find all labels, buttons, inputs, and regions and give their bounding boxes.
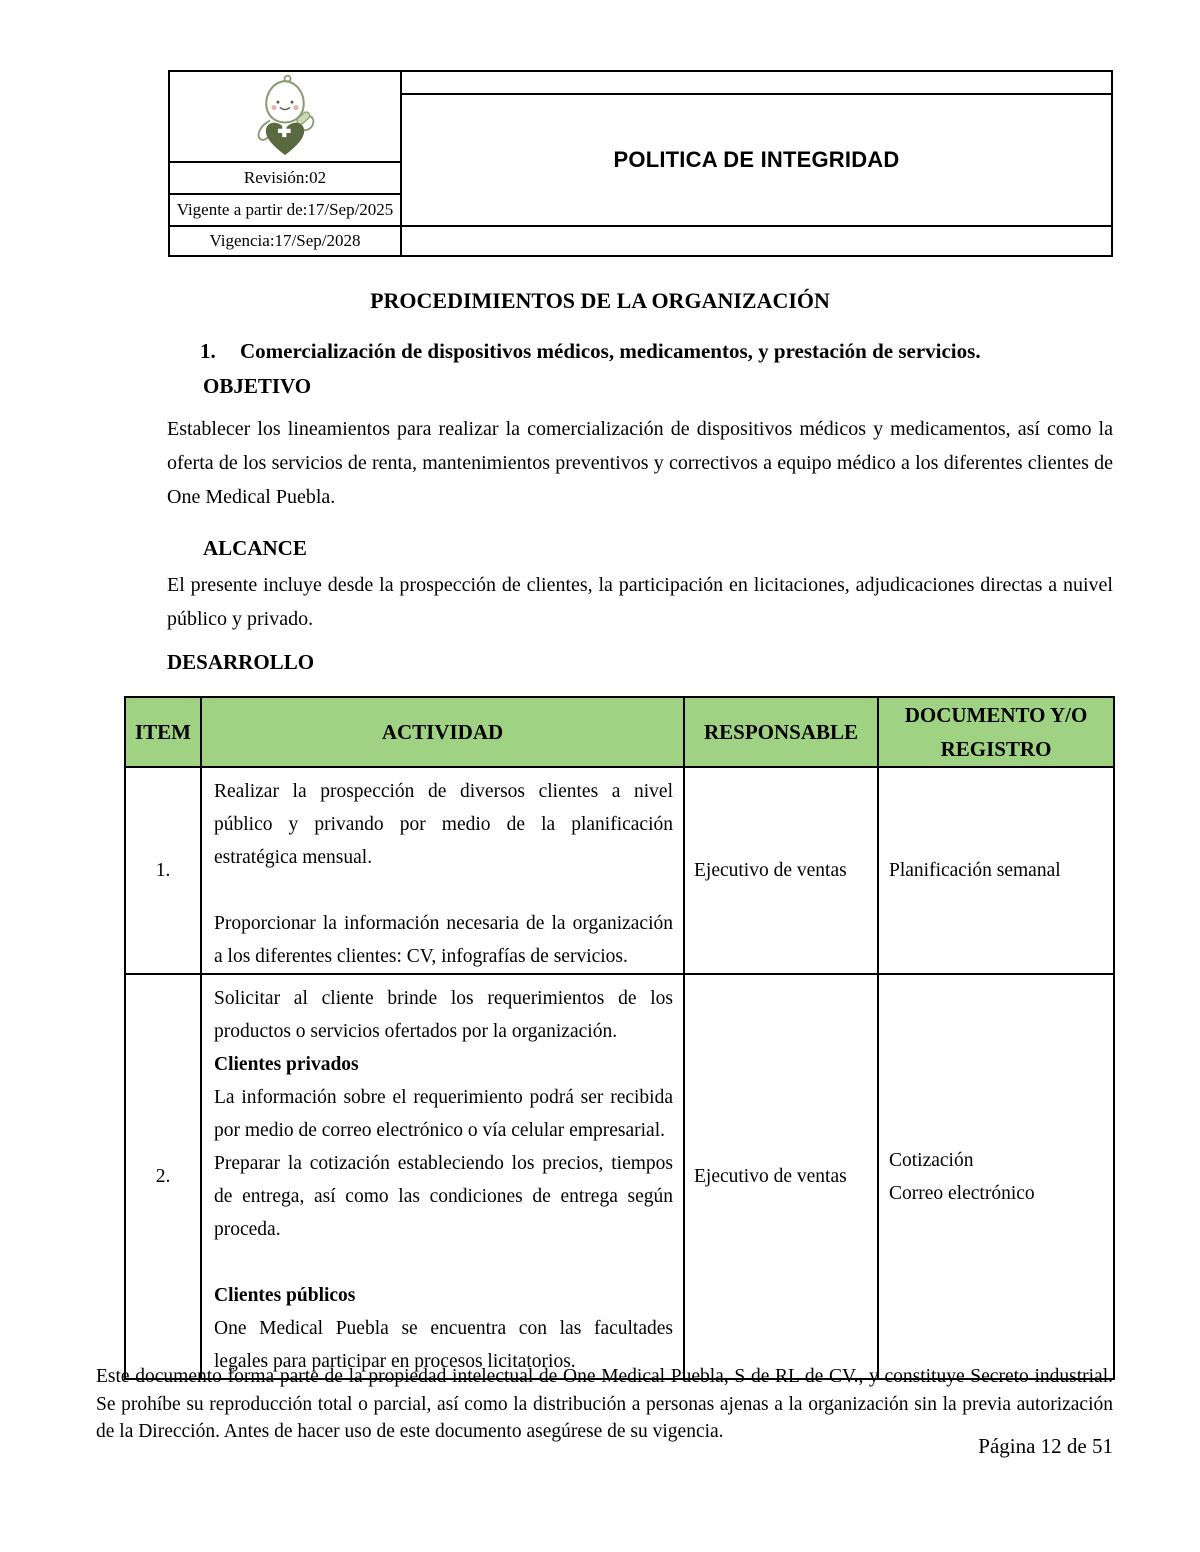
activity-paragraph: Solicitar al cliente brinde los requerimientos de los productos o servicios ofertados por la organización. (214, 988, 673, 1042)
activity-paragraph: One Medical Puebla se encuentra con las facultades legales para participar en procesos licitatorios. (214, 1318, 673, 1372)
objetivo-paragraph: Establecer los lineamientos para realizar la comercialización de dispositivos médicos y medicamentos, así como la oferta de los servicios de renta, mantenimientos preventivos y correctivos a equipo médico a los diferentes clientes de One Medical Puebla. (167, 418, 1113, 508)
documento-line: Cotización (889, 1149, 974, 1171)
col-header-responsable: RESPONSABLE (684, 697, 878, 767)
alcance-paragraph: El presente incluye desde la prospección de clientes, la participación en licitaciones, adjudicaciones directas a nuivel público y privado. (167, 574, 1113, 630)
list-item-text: Comercialización de dispositivos médicos, medicamentos, y prestación de servicios. (240, 339, 981, 363)
activity-subheading: Clientes privados (214, 1054, 359, 1075)
activity-cell (201, 767, 684, 974)
col-header-item: ITEM (125, 697, 201, 767)
activity-cell (201, 974, 684, 1379)
vigente-label: Vigente a partir de:17/Sep/2025 (170, 195, 400, 227)
numbered-item (200, 339, 981, 364)
page-number: Página 12 de 51 (978, 1434, 1113, 1458)
header-right-column (402, 72, 1111, 255)
activity-paragraph: Preparar la cotización estableciendo los precios, tiempos de entrega, así como las condiciones de entrega según proceda. (214, 1153, 673, 1240)
confidentiality-notice: Este documento forma parte de la propiedad intelectual de One Medical Puebla, S de RL de CV., y constituye Secreto industrial. Se prohíbe su reproducción total o parcial, así como la distribución a personas ajenas a la organización sin la previa autorización de la Dirección. Antes de hacer uso de este documento asegúrese de su vigencia. (96, 1366, 1113, 1442)
responsable-cell: Ejecutivo de ventas (684, 767, 878, 974)
revision-label: Revisión:02 (170, 163, 400, 195)
documento-cell (878, 767, 1114, 974)
one-medical-baby-heart-logo (243, 74, 327, 160)
col-header-actividad: ACTIVIDAD (201, 697, 684, 767)
table-header-row (125, 697, 1114, 767)
document-header-table (168, 70, 1113, 257)
activity-subheading: Clientes públicos (214, 1285, 356, 1306)
document-title: POLITICA DE INTEGRIDAD (402, 95, 1111, 227)
documento-cell (878, 974, 1114, 1379)
col-header-documento: DOCUMENTO Y/O REGISTRO (878, 697, 1114, 767)
activity-paragraph: Realizar la prospección de diversos clientes a nivel público y privando por medio de la planificación estratégica mensual. (214, 781, 673, 868)
desarrollo-heading: DESARROLLO (167, 650, 315, 674)
list-number: 1. (200, 339, 216, 363)
header-empty-bottom-cell (402, 227, 1111, 255)
documento-line: Correo electrónico (889, 1182, 1035, 1204)
documento-line: Planificación semanal (889, 860, 1061, 881)
procedures-table (124, 696, 1115, 1380)
table-row (125, 974, 1114, 1379)
objetivo-heading: OBJETIVO (203, 374, 312, 398)
table-row (125, 767, 1114, 974)
responsable-cell: Ejecutivo de ventas (684, 974, 878, 1379)
activity-paragraph: Proporcionar la información necesaria de la organización a los diferentes clientes: CV, infografías de servicios. (214, 913, 673, 967)
item-number-cell: 2. (125, 974, 201, 1379)
page-title: PROCEDIMIENTOS DE LA ORGANIZACIÓN (370, 288, 830, 313)
activity-paragraph: La información sobre el requerimiento podrá ser recibida por medio de correo electrónico o vía celular empresarial. (214, 1087, 673, 1141)
header-left-column (170, 72, 402, 255)
item-number-cell: 1. (125, 767, 201, 974)
alcance-heading: ALCANCE (203, 536, 307, 560)
header-empty-top-cell (402, 72, 1111, 95)
vigencia-label: Vigencia:17/Sep/2028 (209, 231, 361, 250)
logo-cell (170, 72, 400, 163)
